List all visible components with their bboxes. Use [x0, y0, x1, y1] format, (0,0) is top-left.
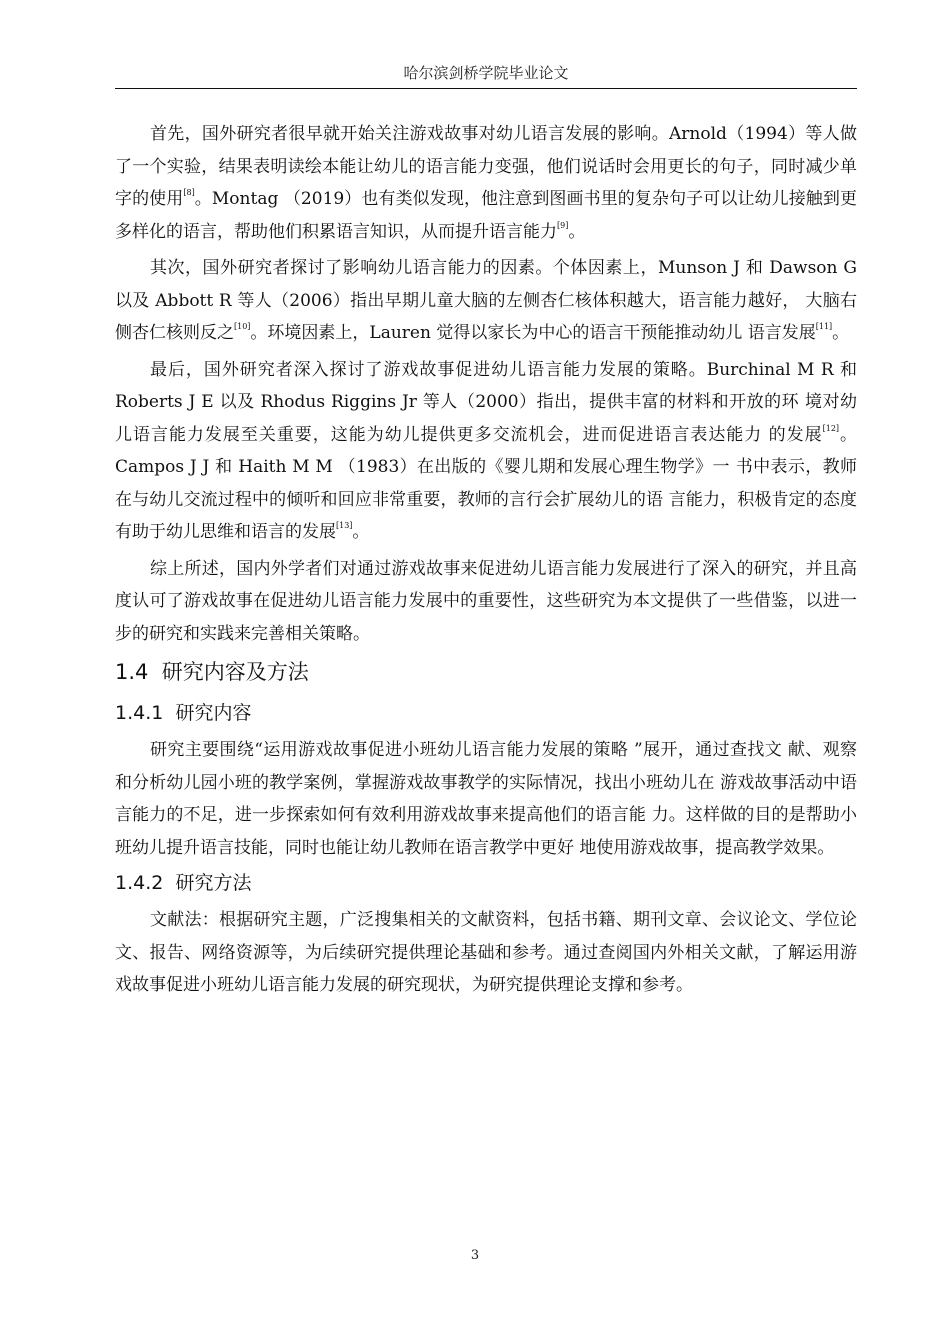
research-method-block: [115, 904, 857, 1002]
section-title: 研究内容及方法: [161, 660, 309, 684]
paragraph-foreign-research-3: 最后，国外研究者深入探讨了游戏故事促进幼儿语言能力发展的策略。Burchinal M R 和 Roberts J E 以及 Rhodus Riggins Jr 等人（2000）指出，提供丰富的材料和开放的环 境对幼儿语言能力发展至关重要，这能为幼儿提供更多交流机会，进而促进语言表达能力 的发展[12]。Campos J J 和 Haith M M （1983）在出版的《婴儿期和发展心理生物学》一 书中表示，教师在与幼儿交流过程中的倾听和回应非常重要，教师的言行会扩展幼儿的语 言能力，积极肯定的态度有助于幼儿思维和语言的发展[13]。: [115, 359, 858, 542]
section-number: 1.4: [115, 660, 149, 684]
page-footer: [0, 1248, 950, 1263]
page-body: [115, 118, 857, 1002]
citation-ref: [12]: [822, 423, 840, 433]
paragraph-research-content: 研究主要围绕“运用游戏故事促进小班幼儿语言能力发展的策略 ”展开，通过查找文 献、观察和分析幼儿园小班的教学案例，掌握游戏故事教学的实际情况，找出小班幼儿在 游戏故事活动中语言能力的不足，进一步探索如何有效利用游戏故事来提高他们的语言能 力。这样做的目的是帮助小班幼儿提升语言技能，同时也能让幼儿教师在语言教学中更好 地使用游戏故事，提高教学效果。: [115, 740, 857, 858]
section-heading: [115, 654, 857, 690]
citation-ref: [8]: [183, 188, 195, 197]
paragraph-foreign-research-2: 其次，国外研究者探讨了影响幼儿语言能力的因素。个体因素上，Munson J 和 Dawson G 以及 Abbott R 等人（2006）指出早期儿童大脑的左侧杏仁核体积越大，语言能力越好， 大脑右侧杏仁核则反之[10]。环境因素上，Lauren 觉得以家长为中心的语言干预能推动幼儿 语言发展[11]。: [115, 258, 857, 343]
citation-ref: [11]: [815, 322, 833, 331]
paragraph-research-method: 文献法：根据研究主题，广泛搜集相关的文献资料，包括书籍、期刊文章、会议论文、学位论文、报告、网络资源等，为后续研究提供理论基础和参考。通过查阅国内外相关文献，了解运用游戏故事促进小班幼儿语言能力发展的研究现状，为研究提供理论支撑和参考。: [115, 910, 857, 995]
citation-ref: [10]: [234, 322, 251, 331]
subsection-number: 1.4.2: [115, 872, 164, 894]
research-content-block: [115, 734, 857, 864]
page-header: [115, 63, 857, 89]
subsection-number: 1.4.1: [115, 702, 164, 724]
body-paragraphs: [115, 118, 857, 650]
paragraph-foreign-research-1: 首先，国外研究者很早就开始关注游戏故事对幼儿语言发展的影响。Arnold（1994）等人做了一个实验，结果表明读绘本能让幼儿的语言能力变强，他们说话时会用更长的句子，同时减少单字的使用[8]。Montag （2019）也有类似发现，他注意到图画书里的复杂句子可以让幼儿接触到更多样化的语言，帮助他们积累语言知识，从而提升语言能力[9]。: [115, 124, 857, 242]
header-title: 哈尔滨剑桥学院毕业论文: [403, 64, 569, 82]
subsection-heading-method: [115, 866, 857, 900]
subsection-title: 研究内容: [175, 702, 252, 724]
page-number: 3: [470, 1248, 480, 1263]
subsection-title: 研究方法: [175, 872, 252, 894]
paragraph-summary: 综上所述，国内外学者们对通过游戏故事来促进幼儿语言能力发展进行了深入的研究，并且高度认可了游戏故事在促进幼儿语言能力发展中的重要性，这些研究为本文提供了一些借鉴，以进一步的研究和实践来完善相关策略。: [115, 558, 857, 644]
citation-ref: [13]: [336, 521, 353, 530]
subsection-heading-content: [115, 696, 857, 730]
citation-ref: [9]: [557, 220, 569, 230]
